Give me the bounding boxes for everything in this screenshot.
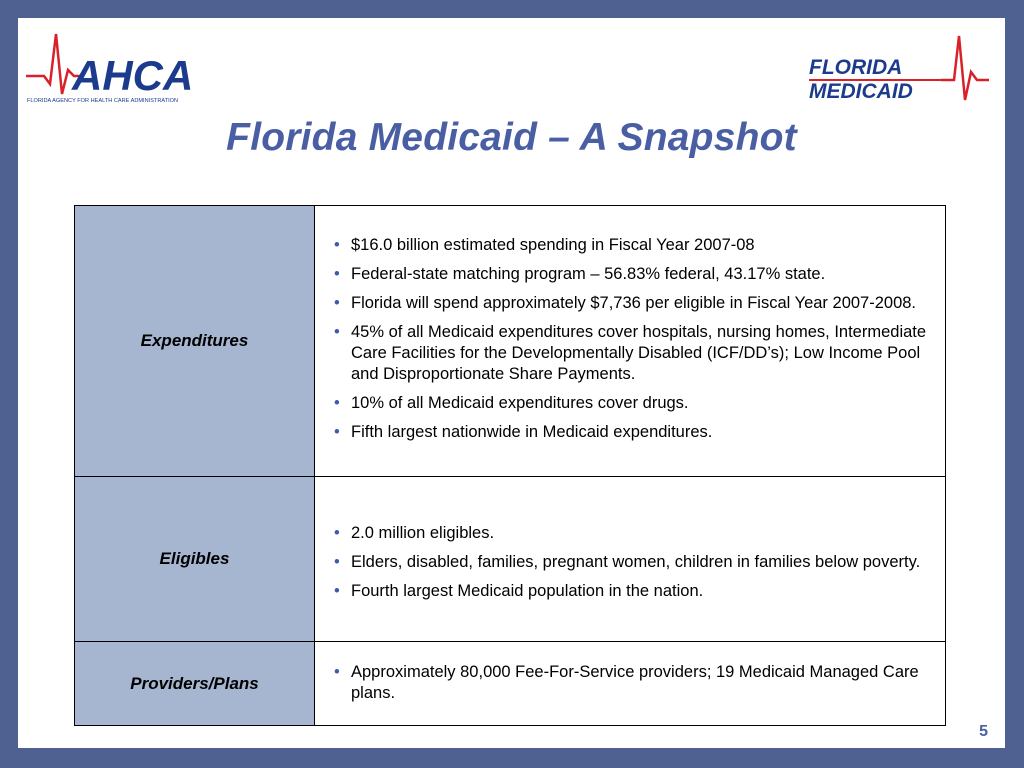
bullet-item: • 2.0 million eligibles. xyxy=(325,523,933,544)
ahca-logo-brand: AHCA xyxy=(72,52,194,99)
bullet-item: • Elders, disabled, families, pregnant women, children in families below poverty. xyxy=(325,552,933,573)
florida-medicaid-logo-line1: FLORIDA xyxy=(809,56,903,79)
bullet-item: • 45% of all Medicaid expenditures cover hospitals, nursing homes, Intermediate Care Facilities for the Developmentally Disabled (ICF/DD’s); Low Income Pool and Disproportionate Share Payments. xyxy=(325,322,933,385)
section-content xyxy=(315,477,946,642)
ahca-logo-tagline: FLORIDA AGENCY FOR HEALTH CARE ADMINISTRATION xyxy=(27,98,179,104)
section-content xyxy=(315,206,946,477)
bullet-item: • Fourth largest Medicaid population in the nation. xyxy=(325,581,933,602)
bullet-item: • $16.0 billion estimated spending in Fiscal Year 2007-08 xyxy=(325,235,933,256)
bullet-item: • 10% of all Medicaid expenditures cover drugs. xyxy=(325,393,933,414)
table-row xyxy=(75,477,946,642)
bullet-item: • Federal-state matching program – 56.83% federal, 43.17% state. xyxy=(325,264,933,285)
section-label: Providers/Plans xyxy=(75,642,315,726)
slide-title: Florida Medicaid – A Snapshot xyxy=(226,116,797,159)
table-row xyxy=(75,206,946,477)
bullet-item: • Approximately 80,000 Fee-For-Service providers; 19 Medicaid Managed Care plans. xyxy=(325,662,933,704)
section-label: Expenditures xyxy=(75,206,315,477)
bullet-item: • Florida will spend approximately $7,736 per eligible in Fiscal Year 2007-2008. xyxy=(325,293,933,314)
table-row xyxy=(75,642,946,726)
page-number: 5 xyxy=(979,723,988,740)
section-content xyxy=(315,642,946,726)
bullet-item: • Fifth largest nationwide in Medicaid expenditures. xyxy=(325,422,933,443)
ahca-logo xyxy=(24,24,194,104)
florida-medicaid-logo xyxy=(806,28,991,108)
snapshot-table xyxy=(74,205,946,726)
florida-medicaid-logo-line2: MEDICAID xyxy=(809,80,913,103)
slide xyxy=(18,18,1005,748)
section-label: Eligibles xyxy=(75,477,315,642)
